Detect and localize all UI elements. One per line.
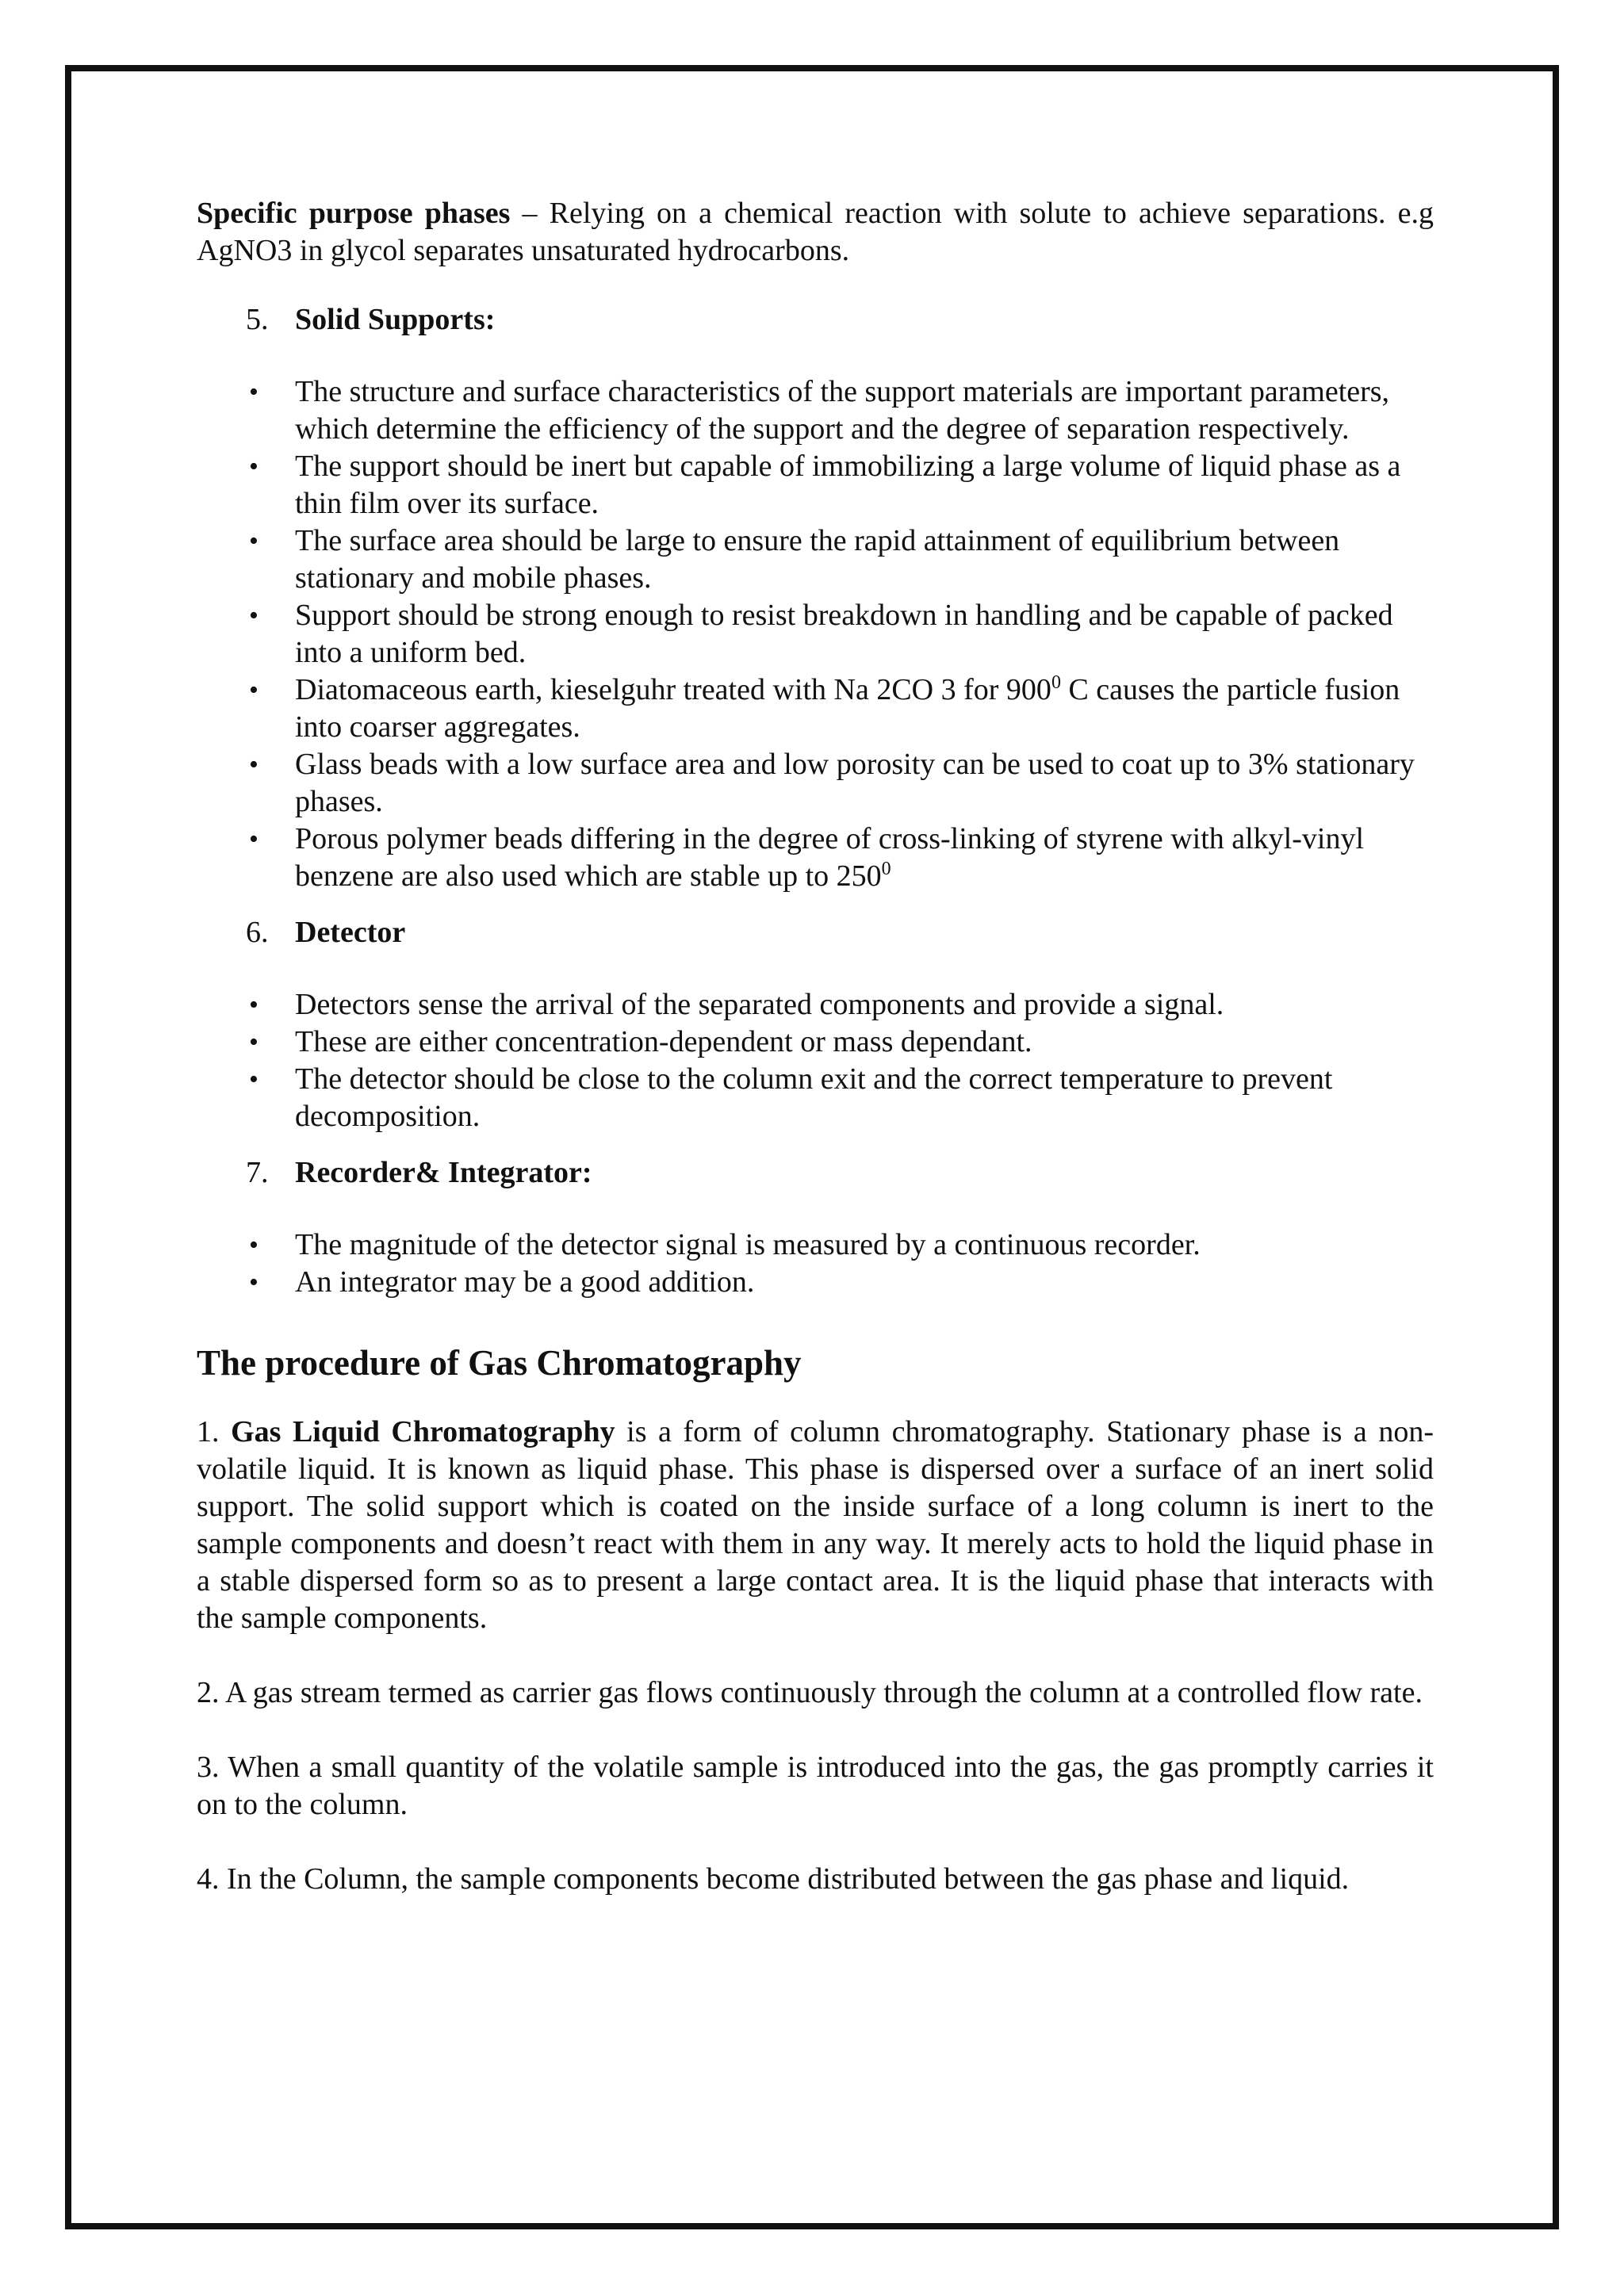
list-item: • Detectors sense the arrival of the separated components and provide a signal. xyxy=(197,986,1434,1024)
list-item: • An integrator may be a good addition. xyxy=(197,1264,1434,1301)
paragraph-term: Gas Liquid Chromatography xyxy=(231,1415,615,1448)
section-title: Recorder& Integrator: xyxy=(295,1156,592,1189)
list-item: • Support should be strong enough to resist breakdown in handling and be capable of packed into a uniform bed. xyxy=(197,597,1434,672)
superscript: 0 xyxy=(881,859,891,879)
intro-paragraph xyxy=(197,195,1434,270)
superscript: 0 xyxy=(1051,672,1061,693)
recorder-list xyxy=(197,1226,1434,1301)
section-title: Solid Supports: xyxy=(295,303,496,336)
list-item xyxy=(197,672,1434,746)
section-number: 6. xyxy=(246,916,269,949)
intro-term: Specific purpose phases xyxy=(197,197,511,230)
solid-supports-list xyxy=(197,373,1434,895)
list-item: • The support should be inert but capable of immobilizing a large volume of liquid phase as a thin film over its surface. xyxy=(197,448,1434,522)
detector-list xyxy=(197,986,1434,1135)
section-detector-heading xyxy=(246,914,1434,951)
procedure-title: The procedure of Gas Chromatography xyxy=(197,1343,802,1383)
list-item-text: Diatomaceous earth, kieselguhr treated with Na 2CO 3 for 900 xyxy=(295,673,1051,706)
list-item-text: C causes the particle fusion into coarser aggregates. xyxy=(295,673,1400,744)
intro-text: – Relying on a chemical reaction with solute to achieve separations. e.g AgNO3 in glycol separates unsaturated hydrocarbons. xyxy=(197,197,1434,267)
paragraph-text: is a form of column chromatography. Stationary phase is a non-volatile liquid. It is known as liquid phase. This phase is dispersed over a surface of an inert solid support. The solid support which is coated on the inside surface of a long column is inert to the sample components and doesn’t react with them in any way. It merely acts to hold the liquid phase in a stable dispersed form so as to present a large contact area. It is the liquid phase that interacts with the sample components. xyxy=(197,1415,1434,1635)
list-item: • Glass beads with a low surface area and low porosity can be used to coat up to 3% stationary phases. xyxy=(197,746,1434,821)
section-title: Detector xyxy=(295,916,406,949)
section-number: 7. xyxy=(246,1156,269,1189)
procedure-paragraph-4: 4. In the Column, the sample components become distributed between the gas phase and liquid. xyxy=(197,1862,1350,1896)
document-content xyxy=(197,195,1434,1935)
paragraph-number: 1. xyxy=(197,1415,232,1448)
procedure-paragraph-2: 2. A gas stream termed as carrier gas flows continuously through the column at a controlled flow rate. xyxy=(197,1676,1423,1709)
list-item: • The detector should be close to the column exit and the correct temperature to prevent decomposition. xyxy=(197,1061,1434,1135)
procedure-paragraph-3: 3. When a small quantity of the volatile sample is introduced into the gas, the gas promptly carries it on to the column. xyxy=(197,1751,1434,1821)
list-item xyxy=(197,821,1434,895)
list-item: • The surface area should be large to ensure the rapid attainment of equilibrium between stationary and mobile phases. xyxy=(197,522,1434,597)
list-item: • The structure and surface characteristics of the support materials are important parameters, which determine the efficiency of the support and the degree of separation respectively. xyxy=(197,373,1434,448)
section-recorder-heading xyxy=(246,1154,1434,1192)
procedure-paragraph-1 xyxy=(197,1414,1434,1637)
list-item: • The magnitude of the detector signal is measured by a continuous recorder. xyxy=(197,1226,1434,1264)
list-item: • These are either concentration-dependent or mass dependant. xyxy=(197,1024,1434,1061)
section-solid-supports-heading xyxy=(246,301,1434,339)
section-number: 5. xyxy=(246,303,269,336)
list-item-text: Porous polymer beads differing in the degree of cross-linking of styrene with alkyl-vinyl benzene are also used which are stable up to 250 xyxy=(295,822,1364,893)
